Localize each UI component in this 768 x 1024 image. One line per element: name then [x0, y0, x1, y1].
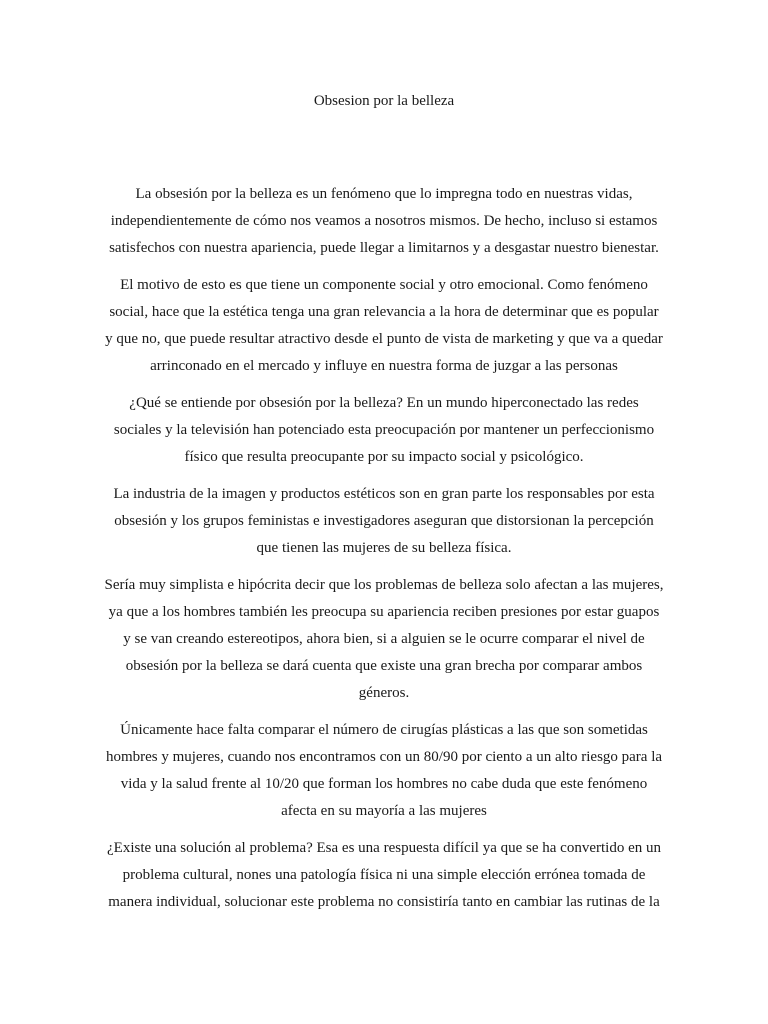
paragraph-gender: Sería muy simplista e hipócrita decir que los problemas de belleza solo afectan a las mujeres, ya que a los hombres también les preocupa su apariencia reciben presiones por estar guapos y se van creando estereotipos, ahora bien, si a alguien se le ocurre comparar el nivel de obsesión por la belleza se dará cuenta que existe una gran brecha por comparar ambos géneros.: [104, 577, 664, 701]
paragraph-definition: ¿Qué se entiende por obsesión por la belleza? En un mundo hiperconectado las redes sociales y la televisión han potenciado esta preocupación por mantener un perfeccionismo físico que resulta preocupante por su impacto social y psicológico.: [113, 395, 655, 465]
paragraph-intro: La obsesión por la belleza es un fenómeno que lo impregna todo en nuestras vidas, independientemente de cómo nos veamos a nosotros mismos. De hecho, incluso si estamos satisfechos con nuestra apariencia, puede llegar a limitarnos y a desgastar nuestro bienestar.: [109, 186, 659, 256]
paragraph-industry: La industria de la imagen y productos estéticos son en gran parte los responsables por esta obsesión y los grupos feministas e investigadores aseguran que distorsionan la percepción que tienen las mujeres de su belleza física.: [113, 486, 655, 556]
document-body: [104, 181, 664, 916]
paragraph-surgery: Únicamente hace falta comparar el número de cirugías plásticas a las que son sometidas hombres y mujeres, cuando nos encontramos con un 80/90 por ciento a un alto riesgo para la vida y la salud frente al 10/20 que forman los hombres no cabe duda que este fenómeno afecta en su mayoría a las mujeres: [105, 722, 663, 819]
paragraph-motive: El motivo de esto es que tiene un componente social y otro emocional. Como fenómeno social, hace que la estética tenga una gran relevancia a la hora de determinar que es popular y que no, que puede resultar atractivo desde el punto de vista de marketing y que va a quedar arrinconado en el mercado y influye en nuestra forma de juzgar a las personas: [105, 277, 663, 374]
document-title: Obsesion por la belleza: [313, 93, 455, 109]
paragraph-solution: ¿Existe una solución al problema? Esa es una respuesta difícil ya que se ha convertido en un problema cultural, nones una patología física ni una simple elección errónea tomada de manera individual, solucionar este problema no consistiría tanto en cambiar las rutinas de la: [107, 840, 661, 910]
